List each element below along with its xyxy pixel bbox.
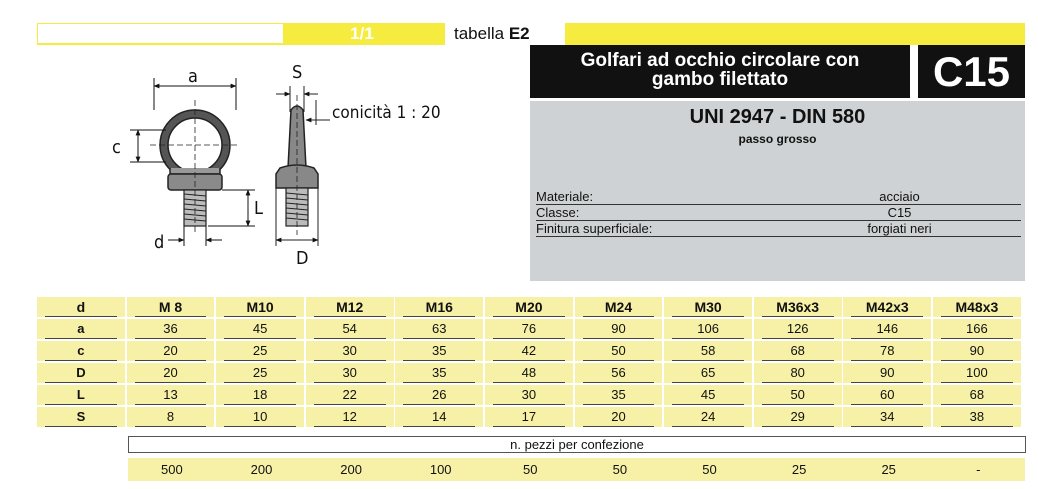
- cell-underline: [851, 382, 923, 383]
- cell-underline: [314, 360, 386, 361]
- cell-text: 38: [969, 409, 985, 424]
- table-cell: [754, 319, 842, 339]
- table-cell: [306, 319, 394, 339]
- dim-label-D: D: [296, 248, 309, 269]
- table-cell: [216, 319, 304, 339]
- table-header-cell: [485, 297, 573, 317]
- cell-underline: [941, 316, 1013, 317]
- cell-text: 68: [969, 387, 985, 402]
- cell-underline: [135, 338, 207, 339]
- cell-underline: [224, 404, 296, 405]
- table-cell: [843, 363, 931, 383]
- table-cell: [395, 385, 483, 405]
- packaging-cell: 200: [340, 462, 362, 477]
- table-cell: [843, 407, 931, 427]
- table-cell: [306, 341, 394, 361]
- cell-text: d: [76, 299, 86, 315]
- table-header-cell: [664, 297, 752, 317]
- table-cell: [485, 363, 573, 383]
- cell-underline: [762, 338, 834, 339]
- packaging-cell: 50: [702, 462, 717, 477]
- cell-text: 45: [252, 321, 268, 336]
- cell-text: 35: [432, 365, 447, 380]
- cell-underline: [851, 338, 923, 339]
- cell-text: c: [77, 343, 85, 358]
- cell-text: 90: [969, 343, 985, 358]
- cell-underline: [45, 382, 117, 383]
- cell-underline: [403, 404, 475, 405]
- cell-text: 50: [611, 343, 626, 358]
- cell-underline: [224, 360, 296, 361]
- table-header-row: [37, 297, 1025, 317]
- table-cell: [754, 407, 842, 427]
- table-row-label: [37, 319, 125, 339]
- table-cell: [933, 363, 1021, 383]
- table-header-cell: [395, 297, 483, 317]
- cell-underline: [851, 360, 923, 361]
- cell-text: 30: [342, 365, 357, 380]
- property-value: forgiati neri: [867, 221, 932, 236]
- cell-text: 100: [966, 365, 988, 380]
- cell-underline: [941, 382, 1013, 383]
- cell-text: 65: [700, 365, 716, 380]
- tabella-prefix: tabella: [454, 24, 505, 43]
- dim-label-taper: conicità 1 : 20: [332, 103, 441, 123]
- table-cell: [933, 319, 1021, 339]
- table-cell: [216, 385, 304, 405]
- cell-text: 60: [880, 387, 895, 402]
- cell-text: 35: [611, 387, 626, 402]
- dim-label-S: S: [292, 62, 303, 83]
- cell-underline: [314, 338, 386, 339]
- table-cell: [664, 363, 752, 383]
- cell-text: 54: [342, 321, 357, 336]
- packaging-cell: 25: [791, 462, 807, 477]
- cell-text: M42x3: [865, 299, 909, 315]
- cell-text: 13: [163, 387, 178, 402]
- cell-text: 63: [432, 321, 447, 336]
- table-cell: [575, 363, 663, 383]
- cell-underline: [583, 338, 655, 339]
- page-number: 1/1: [350, 24, 374, 43]
- dim-label-L: L: [254, 198, 264, 219]
- property-row: [536, 189, 1021, 205]
- table-cell: [216, 407, 304, 427]
- cell-underline: [45, 316, 117, 317]
- cell-text: 29: [790, 409, 805, 424]
- table-cell: [395, 341, 483, 361]
- cell-text: 30: [342, 343, 357, 358]
- table-cell: [127, 319, 215, 339]
- cell-underline: [314, 382, 386, 383]
- cell-text: M10: [246, 299, 274, 315]
- cell-underline: [583, 382, 655, 383]
- cell-text: 58: [700, 343, 716, 358]
- table-cell: [306, 407, 394, 427]
- product-title: [530, 45, 910, 98]
- cell-text: 35: [432, 343, 447, 358]
- cell-underline: [762, 316, 834, 317]
- cell-underline: [941, 360, 1013, 361]
- property-key: Materiale:: [536, 189, 594, 204]
- table-cell: [664, 385, 752, 405]
- table-cell: [395, 407, 483, 427]
- cell-text: S: [76, 409, 86, 424]
- cell-underline: [762, 426, 834, 427]
- table-cell: [216, 341, 304, 361]
- cell-text: M48x3: [955, 299, 999, 315]
- cell-underline: [851, 404, 923, 405]
- dim-label-a: a: [188, 66, 198, 87]
- tabella-code: E2: [508, 24, 530, 43]
- cell-text: 10: [252, 409, 268, 424]
- table-header-cell: [843, 297, 931, 317]
- cell-underline: [493, 426, 565, 427]
- table-cell: [933, 341, 1021, 361]
- cell-text: M36x3: [776, 299, 820, 315]
- header-blank-field: [38, 24, 283, 43]
- cell-text: 14: [432, 409, 447, 424]
- cell-underline: [672, 382, 744, 383]
- table-cell: [127, 407, 215, 427]
- cell-text: M 8: [158, 299, 183, 315]
- packaging-cell: 50: [523, 462, 538, 477]
- table-cell: [485, 319, 573, 339]
- table-cell: [664, 319, 752, 339]
- cell-text: 78: [880, 343, 895, 358]
- cell-underline: [403, 338, 475, 339]
- table-cell: [575, 407, 663, 427]
- cell-text: M20: [515, 299, 543, 315]
- table-cell: [843, 341, 931, 361]
- table-header-cell: [306, 297, 394, 317]
- cell-underline: [941, 338, 1013, 339]
- cell-text: 90: [611, 321, 626, 336]
- table-header-cell: [933, 297, 1021, 317]
- table-cell: [754, 341, 842, 361]
- cell-text: 20: [163, 343, 178, 358]
- cell-underline: [941, 404, 1013, 405]
- cell-text: 18: [252, 387, 268, 402]
- cell-underline: [583, 316, 655, 317]
- cell-underline: [851, 426, 923, 427]
- cell-underline: [493, 338, 565, 339]
- cell-text: 8: [166, 409, 175, 424]
- cell-text: 126: [786, 321, 809, 336]
- table-header-cell: [216, 297, 304, 317]
- table-header-cell: [575, 297, 663, 317]
- cell-underline: [941, 426, 1013, 427]
- cell-text: 22: [342, 387, 357, 402]
- table-cell: [485, 341, 573, 361]
- cell-underline: [493, 382, 565, 383]
- cell-underline: [314, 426, 386, 427]
- packaging-cell: 100: [429, 462, 452, 477]
- dim-label-c: c: [112, 137, 121, 158]
- cell-text: 20: [163, 365, 178, 380]
- cell-text: 17: [521, 409, 537, 424]
- cell-underline: [672, 404, 744, 405]
- cell-underline: [851, 316, 923, 317]
- table-row: [37, 341, 1025, 361]
- cell-text: 42: [521, 343, 537, 358]
- standard-subtitle: passo grosso: [738, 132, 817, 146]
- table-row: [37, 407, 1025, 427]
- eye-bolt-drawing: [90, 50, 450, 280]
- table-cell: [575, 319, 663, 339]
- cell-text: 76: [521, 321, 537, 336]
- property-row: [536, 221, 1021, 237]
- table-cell: [485, 407, 573, 427]
- cell-underline: [672, 426, 744, 427]
- cell-underline: [135, 382, 207, 383]
- cell-text: 20: [611, 409, 626, 424]
- cell-underline: [403, 426, 475, 427]
- cell-underline: [762, 382, 834, 383]
- cell-underline: [314, 404, 386, 405]
- property-value: acciaio: [879, 189, 920, 204]
- cell-text: D: [76, 365, 86, 380]
- cell-underline: [493, 316, 565, 317]
- front-view: [150, 100, 240, 235]
- packaging-cell: 200: [250, 462, 273, 477]
- header-bar: [37, 23, 1025, 45]
- table-row-label: [37, 385, 125, 405]
- cell-underline: [493, 360, 565, 361]
- cell-text: 166: [966, 321, 988, 336]
- table-cell: [395, 363, 483, 383]
- cell-text: 24: [700, 409, 716, 424]
- info-panel: [530, 101, 1025, 281]
- table-cell: [575, 341, 663, 361]
- table-cell: [575, 385, 663, 405]
- property-key: Finitura superficiale:: [536, 221, 653, 236]
- cell-text: 90: [880, 365, 895, 380]
- cell-underline: [45, 338, 117, 339]
- cell-text: 146: [876, 321, 899, 336]
- table-cell: [933, 385, 1021, 405]
- table-row: [37, 363, 1025, 383]
- table-cell: [127, 363, 215, 383]
- cell-underline: [45, 360, 117, 361]
- cell-text: M24: [604, 299, 633, 315]
- cell-text: 45: [700, 387, 716, 402]
- product-title-line2: gambo filettato: [651, 69, 789, 90]
- cell-text: M12: [336, 299, 364, 315]
- cell-text: 25: [252, 343, 268, 358]
- cell-text: 80: [790, 365, 805, 380]
- cell-text: 34: [880, 409, 895, 424]
- table-cell: [843, 319, 931, 339]
- cell-underline: [762, 360, 834, 361]
- table-header-cell: [37, 297, 125, 317]
- cell-underline: [224, 316, 296, 317]
- table-header-cell: [754, 297, 842, 317]
- cell-underline: [403, 360, 475, 361]
- table-cell: [395, 319, 483, 339]
- property-key: Classe:: [536, 205, 580, 220]
- product-title-line1: Golfari ad occhio circolare con: [580, 50, 860, 71]
- cell-text: 68: [790, 343, 805, 358]
- product-code: C15: [918, 45, 1025, 98]
- table-cell: [306, 385, 394, 405]
- cell-text: 30: [521, 387, 537, 402]
- table-cell: [127, 341, 215, 361]
- property-value: C15: [887, 205, 912, 220]
- cell-underline: [135, 360, 207, 361]
- cell-underline: [224, 338, 296, 339]
- table-row-label: [37, 363, 125, 383]
- cell-text: 26: [432, 387, 447, 402]
- packaging-row: [128, 458, 1025, 481]
- packaging-cell: 25: [881, 462, 896, 477]
- cell-underline: [762, 404, 834, 405]
- table-cell: [754, 385, 842, 405]
- cell-text: 12: [342, 409, 357, 424]
- table-row: [37, 319, 1025, 339]
- table-header-cell: [127, 297, 215, 317]
- cell-text: 50: [790, 387, 805, 402]
- cell-text: 56: [611, 365, 626, 380]
- cell-text: a: [77, 321, 85, 336]
- packaging-cell: -: [976, 462, 981, 477]
- table-cell: [754, 363, 842, 383]
- table-row-label: [37, 407, 125, 427]
- tabella-label: [445, 23, 565, 45]
- property-row: [536, 205, 1021, 221]
- cell-text: M30: [694, 299, 722, 315]
- cell-underline: [672, 360, 744, 361]
- table-cell: [485, 385, 573, 405]
- dim-label-d: d: [154, 232, 165, 253]
- cell-underline: [224, 382, 296, 383]
- table-row: [37, 385, 1025, 405]
- cell-underline: [583, 426, 655, 427]
- packaging-cell: 500: [161, 462, 183, 477]
- cell-underline: [45, 426, 117, 427]
- cell-text: M16: [425, 299, 453, 315]
- cell-underline: [672, 338, 744, 339]
- cell-underline: [583, 360, 655, 361]
- side-view: [276, 86, 330, 246]
- packaging-cell: 50: [612, 462, 628, 477]
- packaging-label: n. pezzi per confezione: [128, 436, 1026, 453]
- cell-underline: [583, 404, 655, 405]
- cell-underline: [672, 316, 744, 317]
- cell-text: 48: [521, 365, 537, 380]
- cell-text: 36: [163, 321, 178, 336]
- cell-text: L: [76, 387, 85, 402]
- table-cell: [933, 407, 1021, 427]
- standard-name: UNI 2947 - DIN 580: [689, 106, 866, 128]
- cell-underline: [403, 382, 475, 383]
- table-cell: [306, 363, 394, 383]
- cell-underline: [135, 404, 207, 405]
- cell-underline: [224, 426, 296, 427]
- table-cell: [216, 363, 304, 383]
- cell-underline: [135, 316, 207, 317]
- cell-underline: [135, 426, 207, 427]
- cell-text: 106: [697, 321, 719, 336]
- cell-text: 25: [252, 365, 268, 380]
- cell-underline: [403, 316, 475, 317]
- table-row-label: [37, 341, 125, 361]
- table-cell: [127, 385, 215, 405]
- table-cell: [843, 385, 931, 405]
- table-cell: [664, 341, 752, 361]
- cell-underline: [45, 404, 117, 405]
- cell-underline: [493, 404, 565, 405]
- cell-underline: [314, 316, 386, 317]
- table-cell: [664, 407, 752, 427]
